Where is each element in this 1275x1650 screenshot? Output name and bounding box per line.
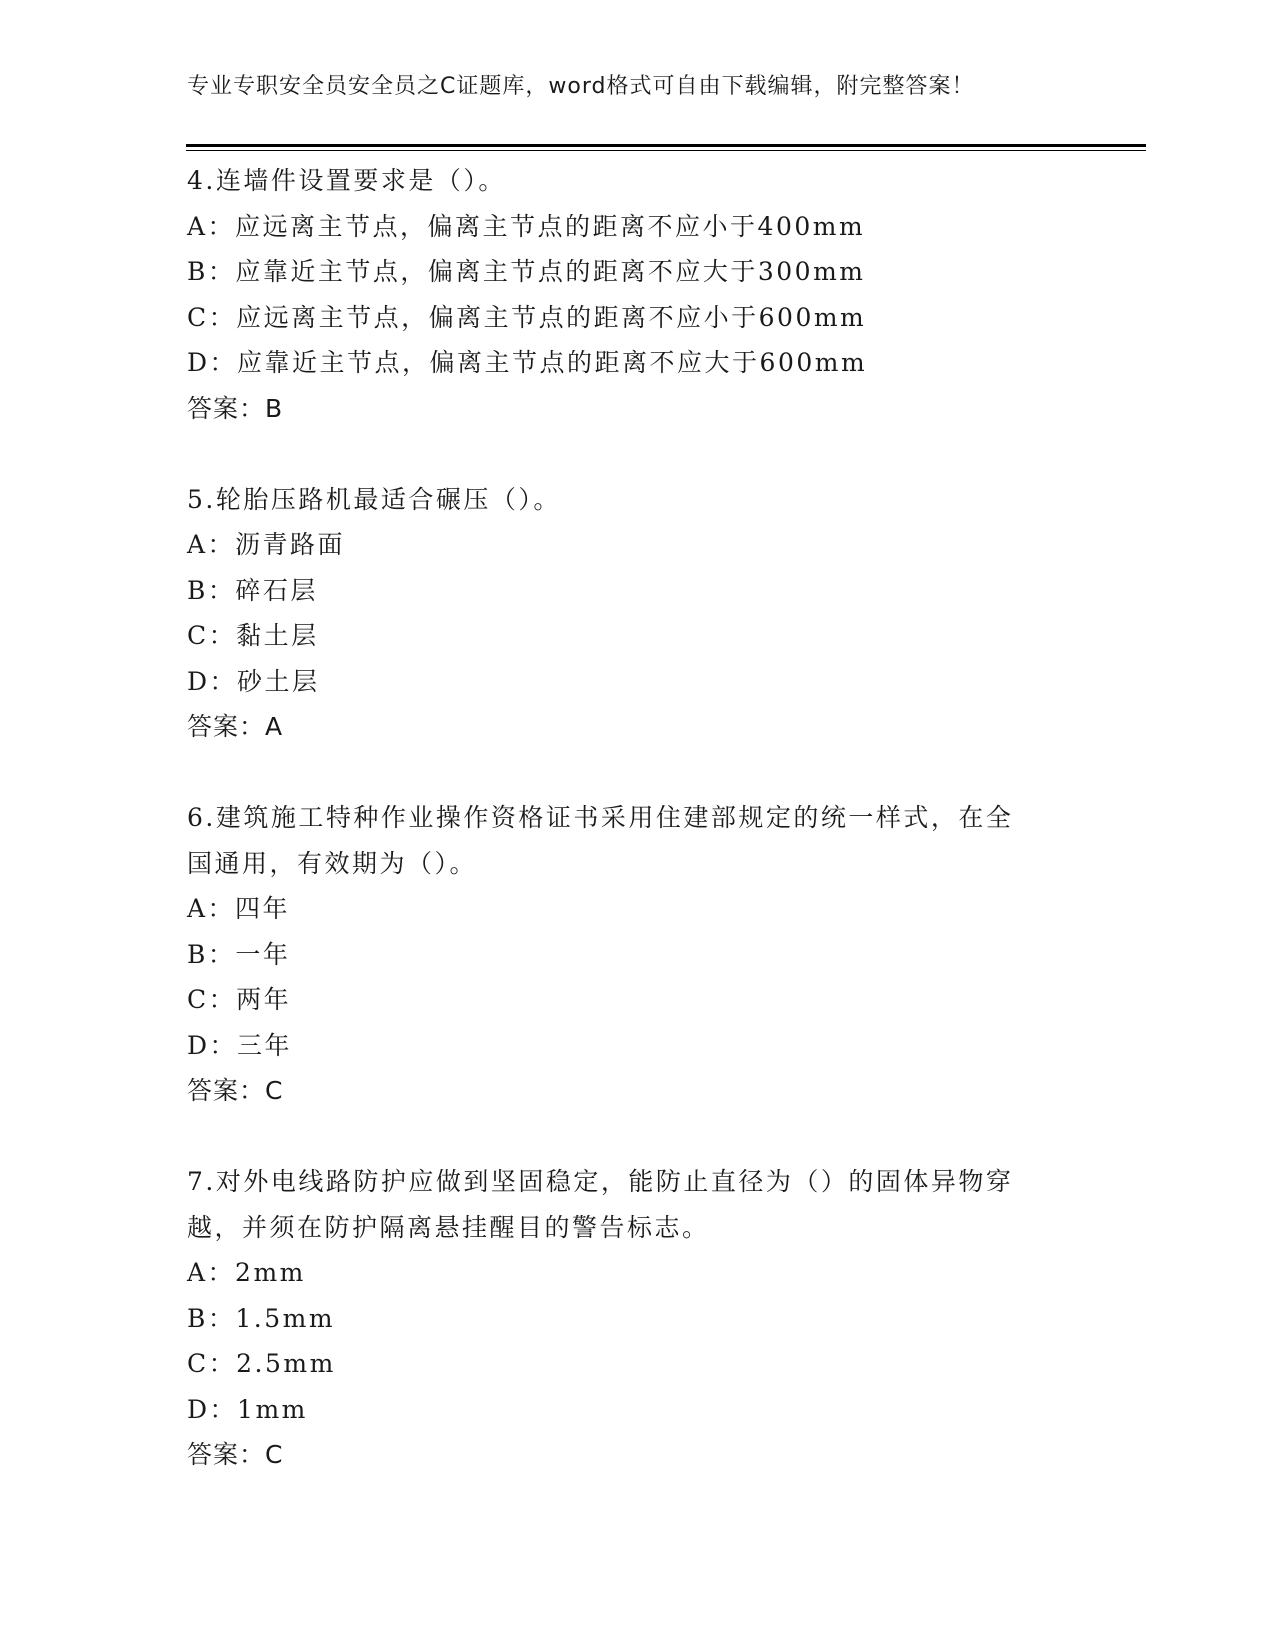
option-c: C：黏土层 [187, 621, 319, 650]
option-b: B：碎石层 [187, 575, 318, 605]
answer: 答案：C [187, 1076, 284, 1105]
answer: 答案：C [187, 1440, 284, 1469]
option-d: D：1mm [187, 1394, 308, 1424]
spacer [187, 431, 1067, 477]
question-6 [187, 795, 1067, 1114]
option-b: B：1.5mm [187, 1303, 336, 1333]
answer: 答案：B [187, 393, 284, 423]
question-5 [187, 477, 1067, 750]
page-header: 专业专职安全员安全员之C证题库，word格式可自由下载编辑，附完整答案！ [187, 74, 975, 99]
question-stem: 5.轮胎压路机最适合碾压（）。 [187, 484, 561, 514]
question-stem: 6.建筑施工特种作业操作资格证书采用住建部规定的统一样式，在全 [187, 803, 1014, 832]
option-c: C：2.5mm [187, 1349, 336, 1378]
header-rule-thin [186, 150, 1146, 151]
option-a: A：四年 [187, 894, 291, 923]
option-a: A：沥青路面 [187, 530, 346, 559]
option-d: D：应靠近主节点，偏离主节点的距离不应大于600mm [187, 348, 868, 377]
question-stem-continued: 国通用，有效期为（）。 [187, 848, 478, 878]
option-a: A：2mm [187, 1258, 306, 1287]
answer: 答案：A [187, 712, 284, 741]
option-c: C：应远离主节点，偏离主节点的距离不应小于600mm [187, 302, 867, 332]
option-b: B：应靠近主节点，偏离主节点的距离不应大于300mm [187, 257, 866, 286]
option-d: D：三年 [187, 1030, 293, 1060]
question-stem: 7.对外电线路防护应做到坚固稳定，能防止直径为（）的固体异物穿 [187, 1167, 1014, 1196]
option-b: B：一年 [187, 939, 291, 969]
spacer [187, 1114, 1067, 1160]
question-list [187, 158, 1067, 1478]
header-rule-thick [186, 144, 1146, 147]
question-stem: 4.连墙件设置要求是（）。 [187, 166, 506, 195]
option-c: C：两年 [187, 985, 292, 1014]
option-a: A：应远离主节点，偏离主节点的距离不应小于400mm [187, 211, 866, 241]
spacer [187, 750, 1067, 796]
question-7 [187, 1159, 1067, 1478]
question-4 [187, 158, 1067, 431]
option-d: D：砂土层 [187, 666, 320, 696]
question-stem-continued: 越，并须在防护隔离悬挂醒目的警告标志。 [187, 1212, 710, 1242]
